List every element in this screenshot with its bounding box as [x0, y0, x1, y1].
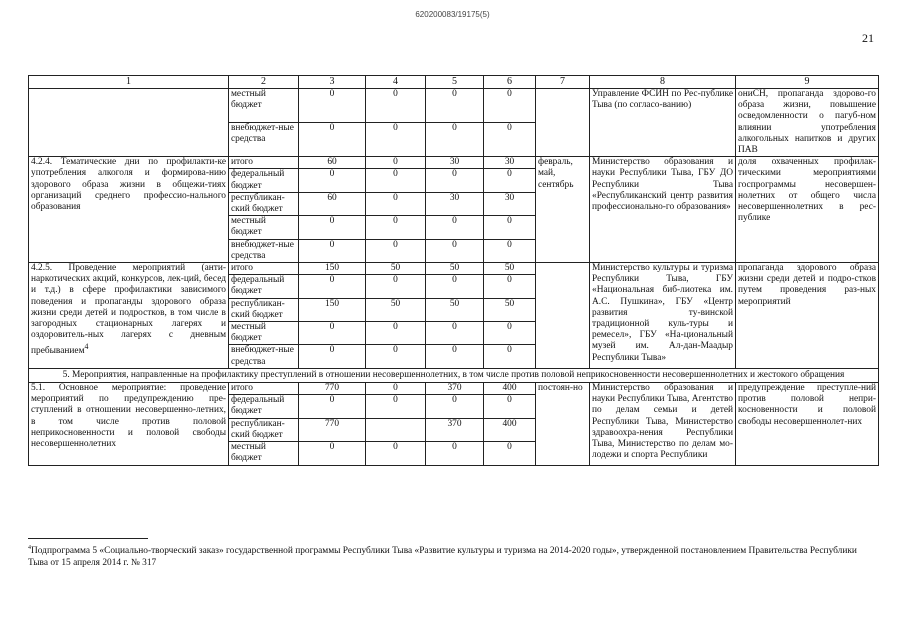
measure-title: 4.2.4. Тематические дни по профилакти-ке употребления алкоголя и формирова-нию здорового образа жизни в общежи-тиях организаций среднего профессио-нального образования — [29, 157, 229, 263]
header-col-5: 5 — [426, 76, 484, 89]
funding-value: 0 — [426, 123, 484, 157]
funding-value: 30 — [426, 192, 484, 215]
funding-value: 50 — [484, 298, 536, 321]
funding-value: 0 — [366, 169, 426, 192]
funding-value: 0 — [366, 192, 426, 215]
measure-title — [29, 89, 229, 157]
funding-value: 60 — [299, 192, 366, 215]
funding-value: 30 — [426, 157, 484, 169]
funding-source-label: республикан-ский бюджет — [229, 418, 299, 441]
document-id: 620200083/19175(5) — [415, 10, 490, 19]
funding-value: 0 — [426, 169, 484, 192]
header-col-6: 6 — [484, 76, 536, 89]
funding-source-label: итого — [229, 383, 299, 395]
funding-value: 0 — [366, 123, 426, 157]
funding-value: 0 — [426, 345, 484, 368]
funding-value: 0 — [299, 216, 366, 239]
page-number: 21 — [862, 31, 874, 45]
funding-value: 0 — [484, 442, 536, 465]
funding-value: 370 — [426, 383, 484, 395]
funding-value: 770 — [299, 418, 366, 441]
funding-value: 0 — [366, 157, 426, 169]
funding-value: 0 — [366, 275, 426, 298]
funding-value: 0 — [299, 123, 366, 157]
funding-value: 400 — [484, 383, 536, 395]
funding-value: 0 — [426, 395, 484, 418]
funding-source-label: местный бюджет — [229, 89, 299, 123]
table-row — [29, 157, 879, 169]
header-col-1: 1 — [29, 76, 229, 89]
funding-value: 0 — [366, 89, 426, 123]
funding-source-label: местный бюджет — [229, 322, 299, 345]
funding-value: 0 — [426, 216, 484, 239]
executor-cell: Министерство образования и науки Республики Тыва, Агентство по делам семьи и детей Республики Тыва, Министерство здравоохра-нения Республики Тыва, Министерство по делам мо-лодежи и спорта Республики — [590, 383, 736, 465]
funding-value: 0 — [366, 345, 426, 368]
funding-source-label: республикан-ский бюджет — [229, 298, 299, 321]
funding-value: 0 — [299, 395, 366, 418]
funding-value: 0 — [366, 395, 426, 418]
funding-value — [366, 418, 426, 441]
funding-source-label: внебюджет-ные средства — [229, 239, 299, 262]
header-col-8: 8 — [590, 76, 736, 89]
funding-value: 0 — [484, 395, 536, 418]
funding-value: 60 — [299, 157, 366, 169]
result-cell: доля охваченных профилак-тическими мероприятиями госпрограммы несовершен-нолетних от общего числа несовершеннолетних в рес-публике — [736, 157, 879, 263]
header-col-9: 9 — [736, 76, 879, 89]
period-cell: постоян-но — [536, 383, 590, 465]
funding-source-label: местный бюджет — [229, 442, 299, 465]
funding-value: 0 — [366, 239, 426, 262]
funding-source-label: внебюджет-ные средства — [229, 345, 299, 368]
funding-source-label: внебюджет-ные средства — [229, 123, 299, 157]
result-cell: ониСН, пропаганда здорово-го образа жизни, повышение осведомленности о пагуб-ном влиянии употребления алкогольных напитков и других ПАВ — [736, 89, 879, 157]
period-cell: февраль, май, сентябрь — [536, 157, 590, 263]
funding-value: 0 — [299, 89, 366, 123]
funding-value: 0 — [299, 239, 366, 262]
header-col-7: 7 — [536, 76, 590, 89]
funding-value: 0 — [484, 216, 536, 239]
funding-source-label: федеральный бюджет — [229, 169, 299, 192]
executor-cell: Министерство образования и науки Республики Тыва, ГБУ ДО Республики Тыва «Республиканский центр развития профессионально-го образования» — [590, 157, 736, 263]
funding-value: 0 — [426, 239, 484, 262]
header-col-4: 4 — [366, 76, 426, 89]
funding-value: 0 — [366, 383, 426, 395]
header-col-3: 3 — [299, 76, 366, 89]
funding-value: 0 — [426, 89, 484, 123]
table-row — [29, 263, 879, 275]
funding-value: 30 — [484, 157, 536, 169]
funding-source-label: федеральный бюджет — [229, 395, 299, 418]
funding-value: 50 — [426, 263, 484, 275]
funding-value: 0 — [299, 275, 366, 298]
funding-value: 370 — [426, 418, 484, 441]
header-col-2: 2 — [229, 76, 299, 89]
funding-value: 150 — [299, 298, 366, 321]
funding-value: 0 — [299, 345, 366, 368]
funding-value: 50 — [426, 298, 484, 321]
funding-value: 0 — [366, 442, 426, 465]
funding-source-label: итого — [229, 263, 299, 275]
funding-value: 0 — [366, 322, 426, 345]
funding-source-label: республикан-ский бюджет — [229, 192, 299, 215]
footnote-marker: 4 — [28, 545, 31, 551]
period-cell — [536, 89, 590, 157]
funding-value: 50 — [366, 298, 426, 321]
section-heading: 5. Мероприятия, направленные на профилактику преступлений в отношении несовершеннолетних, в том числе против половой неприкосновенности несовершеннолетних и жестокого обращения — [29, 368, 879, 382]
footnote-ref: 4 — [84, 342, 89, 352]
program-table — [28, 75, 879, 466]
funding-value: 50 — [484, 263, 536, 275]
footnote-rule — [28, 538, 148, 539]
measure-title-text: 4.2.5. Проведение мероприятий (анти-наркотических акций, конкурсов, лек-ций, бесед и т.д.) в сфере профилактики зависимого поведения и пропаганды здорового образа жизни среди детей и подростков, в том числе в загородных стационарных лагерях и оздоровитель-ных лагерях с дневным пребыванием — [31, 263, 226, 357]
period-cell — [536, 263, 590, 369]
funding-value: 30 — [484, 192, 536, 215]
footnote-text: Подпрограмма 5 «Социально-творческий заказ» государственной программы Республики Тыва «Развитие культуры и туризма на 2014-2020 годы», утвержденной постановлением Правительства Республики Тыва от 15 апреля 2014 г. № 317 — [28, 546, 857, 569]
funding-value: 0 — [484, 275, 536, 298]
funding-value: 0 — [484, 89, 536, 123]
section-row — [29, 368, 879, 382]
executor-cell: Министерство культуры и туризма Республики Тыва, ГБУ «Национальная биб-лиотека им. А.С. Пушкина», ГБУ «Центр развития ту-винской традиционной куль-туры и ремесел», ГБУ «На-циональный музей им. Ал-дан-Маадыр Республики Тыва» — [590, 263, 736, 369]
funding-value: 400 — [484, 418, 536, 441]
funding-value: 0 — [426, 275, 484, 298]
funding-value: 0 — [484, 123, 536, 157]
measure-title — [29, 263, 229, 369]
funding-source-label: федеральный бюджет — [229, 275, 299, 298]
measure-title: 5.1. Основное мероприятие: проведение мероприятий по предупреждению пре-ступлений в отношении несовершенно-летних, в том числе против половой неприкосновенности и половой свободы несовершеннолетних — [29, 383, 229, 465]
result-cell: предупреждение преступле-ний против половой непри-косновенности и половой свободы несовершеннолет-них — [736, 383, 879, 465]
funding-value: 50 — [366, 263, 426, 275]
result-cell: пропаганда здорового образа жизни среди детей и подро-стков путем проведения раз-ных мероприятий — [736, 263, 879, 369]
funding-value: 770 — [299, 383, 366, 395]
header-row — [29, 76, 879, 89]
funding-value: 0 — [426, 322, 484, 345]
funding-value: 150 — [299, 263, 366, 275]
funding-value: 0 — [484, 322, 536, 345]
funding-value: 0 — [299, 169, 366, 192]
funding-value: 0 — [426, 442, 484, 465]
funding-value: 0 — [299, 442, 366, 465]
table-row — [29, 383, 879, 395]
funding-value: 0 — [484, 239, 536, 262]
footnote — [28, 542, 878, 569]
table-row — [29, 89, 879, 123]
funding-value: 0 — [484, 169, 536, 192]
executor-cell: Управление ФСИН по Рес-публике Тыва (по согласо-ванию) — [590, 89, 736, 157]
funding-source-label: местный бюджет — [229, 216, 299, 239]
funding-value: 0 — [299, 322, 366, 345]
funding-value: 0 — [366, 216, 426, 239]
funding-source-label: итого — [229, 157, 299, 169]
funding-value: 0 — [484, 345, 536, 368]
